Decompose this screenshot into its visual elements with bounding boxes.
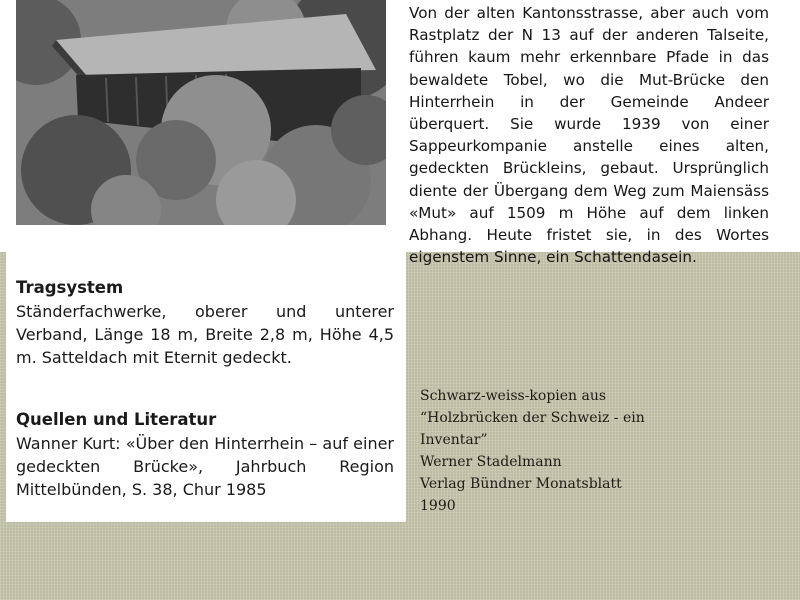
caption-line: Schwarz-weiss-kopien aus [420, 388, 607, 404]
caption-line: 1990 [420, 498, 456, 514]
bridge-photo-illustration [16, 0, 386, 225]
caption-line: “Holzbrücken der Schweiz - ein [420, 410, 645, 426]
quellen-section [16, 410, 394, 501]
caption-line: Werner Stadelmann [420, 454, 562, 470]
quellen-body: Wanner Kurt: «Über den Hinterrhein – auf einer gedeckten Brücke», Jahrbuch Region Mittelbünden, S. 38, Chur 1985 [16, 434, 394, 499]
quellen-heading: Quellen und Literatur [16, 410, 217, 429]
covered-bridge-photo [16, 0, 386, 225]
scanned-page-bottom [6, 252, 406, 522]
tragsystem-heading: Tragsystem [16, 278, 124, 297]
tragsystem-body: Ständerfachwerke, oberer und unterer Verband, Länge 18 m, Breite 2,8 m, Höhe 4,5 m. Satteldach mit Eternit gedeckt. [16, 302, 394, 367]
source-caption [420, 385, 780, 517]
caption-line: Inventar” [420, 432, 488, 448]
tragsystem-section [16, 278, 394, 369]
caption-line: Verlag Bündner Monatsblatt [420, 476, 622, 492]
bridge-description-paragraph: Von der alten Kantonsstrasse, aber auch vom Rastplatz der N 13 auf der anderen Talseite, führen kaum mehr erkennbare Pfade in das bewaldete Tobel, wo die Mut-Brücke den Hinterrhein in der Gemeinde Andeer überquert. Sie wurde 1939 von einer Sappeurkompanie anstelle eines alten, gedeckten Brückleins, gebaut. Ursprünglich diente der Übergang dem Weg zum Maiensäss «Mut» auf 1509 m Höhe auf dem linken Abhang. Heute fristet sie, in des Wortes eigenstem Sinne, ein Schattendasein. [409, 4, 769, 267]
